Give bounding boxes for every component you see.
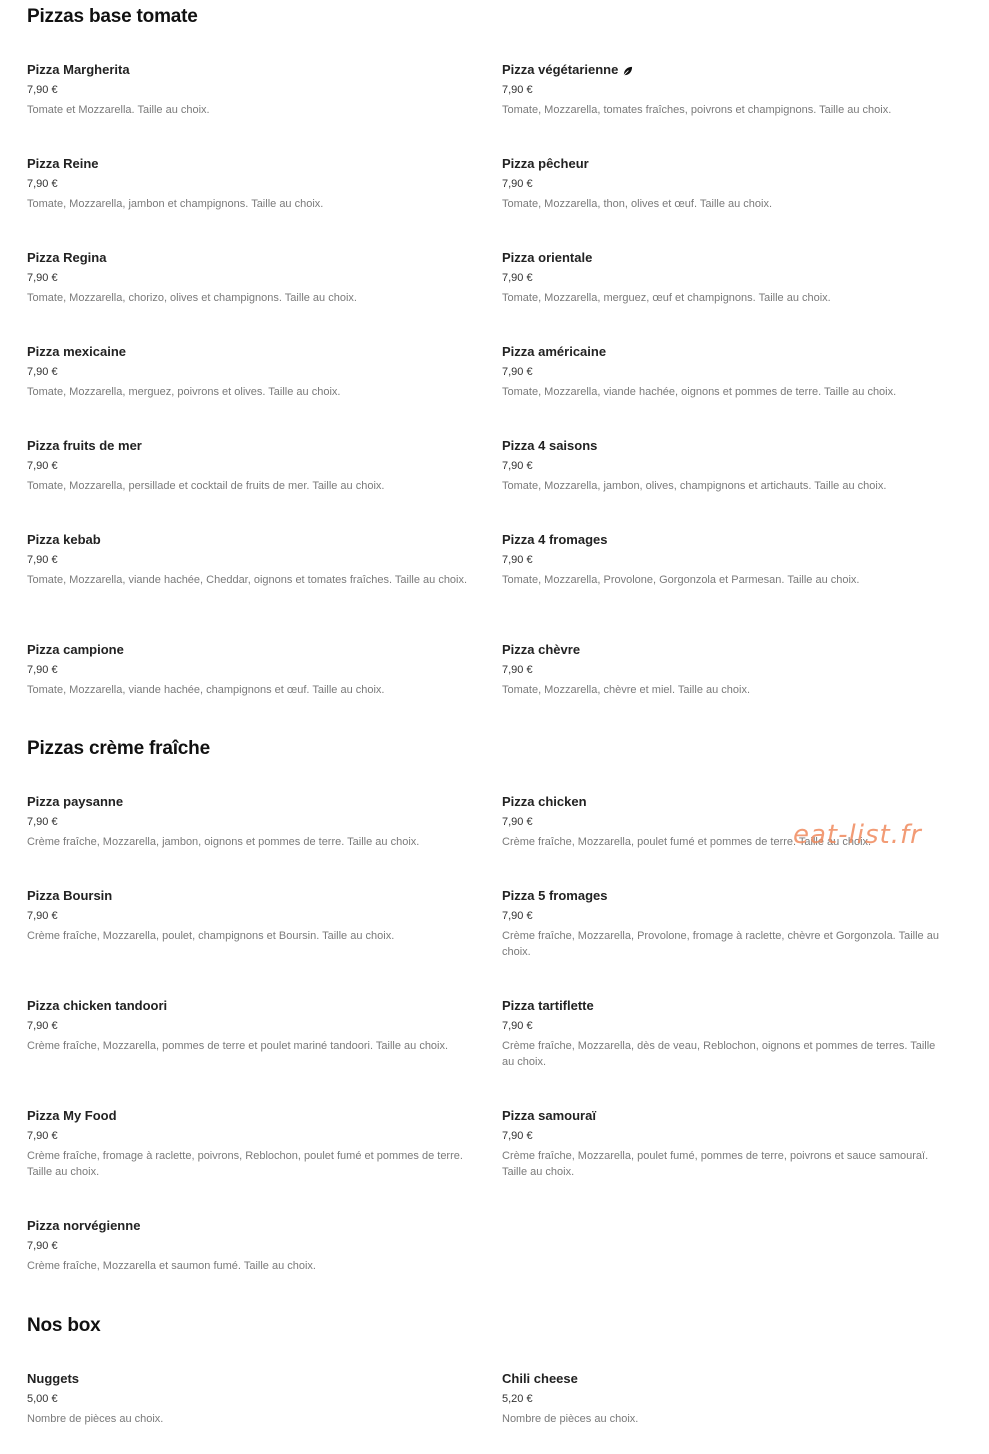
menu-item[interactable] [27,1108,472,1180]
menu-item[interactable] [502,250,947,306]
item-price: 7,90 € [502,664,533,676]
item-description: Crème fraîche, Mozzarella, poulet fumé et pommes de terre. Taille au choix. [502,836,872,848]
item-name-text: Pizza 4 fromages [502,532,608,547]
menu-item[interactable] [502,1371,947,1427]
menu-item[interactable] [502,1108,947,1180]
item-price: 7,90 € [27,664,58,676]
item-description: Nombre de pièces au choix. [27,1413,164,1425]
item-name [27,62,472,78]
item-name-text: Pizza samouraï [502,1108,596,1123]
item-description: Crème fraîche, Mozzarella, poulet fumé, pommes de terre, poivrons et sauce samouraï. Taille au choix. [502,1150,929,1178]
item-name-text: Pizza norvégienne [27,1218,141,1233]
item-description: Tomate, Mozzarella, merguez, œuf et champignons. Taille au choix. [502,292,831,304]
item-description: Tomate, Mozzarella, chèvre et miel. Taille au choix. [502,684,751,696]
item-name-text: Pizza orientale [502,250,593,265]
item-price: 5,00 € [27,1393,58,1405]
item-name [27,1371,472,1387]
item-price: 7,90 € [502,272,533,284]
menu-item[interactable] [27,250,472,306]
item-name-text: Pizza américaine [502,344,607,359]
item-price: 7,90 € [502,460,533,472]
menu-item[interactable] [27,642,472,698]
item-name [27,156,472,172]
item-name-text: Pizza mexicaine [27,344,126,359]
item-price: 7,90 € [502,816,533,828]
item-price: 7,90 € [502,84,533,96]
item-name-text: Nuggets [27,1371,79,1386]
item-price: 7,90 € [502,1020,533,1032]
menu-item[interactable] [27,62,472,118]
item-name-text: Pizza paysanne [27,794,124,809]
item-price: 7,90 € [27,1020,58,1032]
item-name-text: Pizza pêcheur [502,156,589,171]
section-title: Nos box [27,1315,101,1336]
section-title: Pizzas crème fraîche [27,738,210,759]
item-description: Crème fraîche, Mozzarella, jambon, oignons et pommes de terre. Taille au choix. [27,836,420,848]
item-description: Crème fraîche, Mozzarella, pommes de terre et poulet mariné tandoori. Taille au choix. [27,1040,449,1052]
item-name-text: Pizza tartiflette [502,998,594,1013]
item-name-text: Pizza 4 saisons [502,438,598,453]
item-price: 5,20 € [502,1393,533,1405]
item-name-text: Chili cheese [502,1371,578,1386]
item-name [27,250,472,266]
item-price: 7,90 € [502,178,533,190]
item-price: 7,90 € [27,1130,58,1142]
item-price: 7,90 € [27,366,58,378]
menu-item[interactable] [502,438,947,494]
item-name-text: Pizza Boursin [27,888,113,903]
item-description: Crème fraîche, Mozzarella et saumon fumé. Taille au choix. [27,1260,316,1272]
menu-item[interactable] [502,344,947,400]
item-description: Tomate, Mozzarella, viande hachée, champignons et œuf. Taille au choix. [27,684,385,696]
item-name [502,1108,947,1124]
item-description: Tomate, Mozzarella, tomates fraîches, poivrons et champignons. Taille au choix. [502,104,892,116]
item-name-text: Pizza Reine [27,156,99,171]
menu-item[interactable] [502,642,947,698]
menu-item[interactable] [27,1371,472,1427]
item-description: Tomate, Mozzarella, thon, olives et œuf. Taille au choix. [502,198,773,210]
item-description: Crème fraîche, fromage à raclette, poivrons, Reblochon, poulet fumé et pommes de terre. Taille au choix. [27,1150,463,1178]
item-name [27,794,472,810]
menu-item[interactable] [27,438,472,494]
item-name-text: Pizza kebab [27,532,101,547]
item-description: Crème fraîche, Mozzarella, poulet, champignons et Boursin. Taille au choix. [27,930,395,942]
menu-item[interactable] [27,1218,472,1274]
item-description: Tomate, Mozzarella, chorizo, olives et champignons. Taille au choix. [27,292,357,304]
watermark: eat-list.fr [793,820,922,850]
item-name [502,156,947,172]
item-name-text: Pizza chicken [502,794,587,809]
item-price: 7,90 € [27,816,58,828]
item-name [502,794,947,810]
item-price: 7,90 € [27,1240,58,1252]
item-price: 7,90 € [502,910,533,922]
item-name [502,1371,947,1387]
menu-item[interactable] [502,156,947,212]
item-name [502,888,947,904]
item-name-text: Pizza fruits de mer [27,438,142,453]
item-name [27,1108,472,1124]
item-price: 7,90 € [27,554,58,566]
item-name [502,642,947,658]
menu-item[interactable] [27,156,472,212]
item-description: Nombre de pièces au choix. [502,1413,639,1425]
item-name [27,438,472,454]
item-price: 7,90 € [502,554,533,566]
menu-item[interactable] [502,62,947,118]
item-name [27,344,472,360]
item-name [502,344,947,360]
leaf-icon [622,65,633,76]
menu-item[interactable] [27,888,472,944]
item-description: Tomate, Mozzarella, merguez, poivrons et olives. Taille au choix. [27,386,341,398]
menu-item[interactable] [502,888,947,960]
item-name-text: Pizza campione [27,642,124,657]
item-description: Crème fraîche, Mozzarella, Provolone, fromage à raclette, chèvre et Gorgonzola. Taille au choix. [502,930,939,958]
menu-item[interactable] [502,532,947,588]
item-description: Tomate et Mozzarella. Taille au choix. [27,104,210,116]
item-name-text: Pizza Margherita [27,62,130,77]
item-price: 7,90 € [27,910,58,922]
item-description: Tomate, Mozzarella, jambon, olives, champignons et artichauts. Taille au choix. [502,480,887,492]
item-name [502,438,947,454]
item-name [27,642,472,658]
section-title: Pizzas base tomate [27,6,198,27]
item-name [27,998,472,1014]
item-name [27,1218,472,1234]
item-name [502,998,947,1014]
item-price: 7,90 € [27,178,58,190]
item-name-text: Pizza végétarienne [502,62,619,77]
item-name [27,888,472,904]
item-description: Crème fraîche, Mozzarella, dès de veau, Reblochon, oignons et pommes de terres. Taille au choix. [502,1040,936,1068]
item-name-text: Pizza My Food [27,1108,117,1123]
item-price: 7,90 € [502,1130,533,1142]
item-name [502,532,947,548]
item-name [27,532,472,548]
item-price: 7,90 € [502,366,533,378]
item-description: Tomate, Mozzarella, viande hachée, oignons et pommes de terre. Taille au choix. [502,386,897,398]
item-price: 7,90 € [27,460,58,472]
item-name-text: Pizza chicken tandoori [27,998,168,1013]
item-description: Tomate, Mozzarella, Provolone, Gorgonzola et Parmesan. Taille au choix. [502,574,860,586]
item-name [502,62,947,78]
menu-item[interactable] [502,998,947,1070]
item-description: Tomate, Mozzarella, jambon et champignons. Taille au choix. [27,198,324,210]
item-name-text: Pizza chèvre [502,642,581,657]
item-name-text: Pizza 5 fromages [502,888,608,903]
item-price: 7,90 € [27,84,58,96]
menu-item[interactable] [27,344,472,400]
item-description: Tomate, Mozzarella, persillade et cocktail de fruits de mer. Taille au choix. [27,480,385,492]
item-price: 7,90 € [27,272,58,284]
menu-item[interactable] [27,794,472,850]
item-description: Tomate, Mozzarella, viande hachée, Cheddar, oignons et tomates fraîches. Taille au choix. [27,574,468,586]
item-name [502,250,947,266]
menu-item[interactable] [27,532,472,588]
menu-item[interactable] [27,998,472,1054]
item-name-text: Pizza Regina [27,250,107,265]
